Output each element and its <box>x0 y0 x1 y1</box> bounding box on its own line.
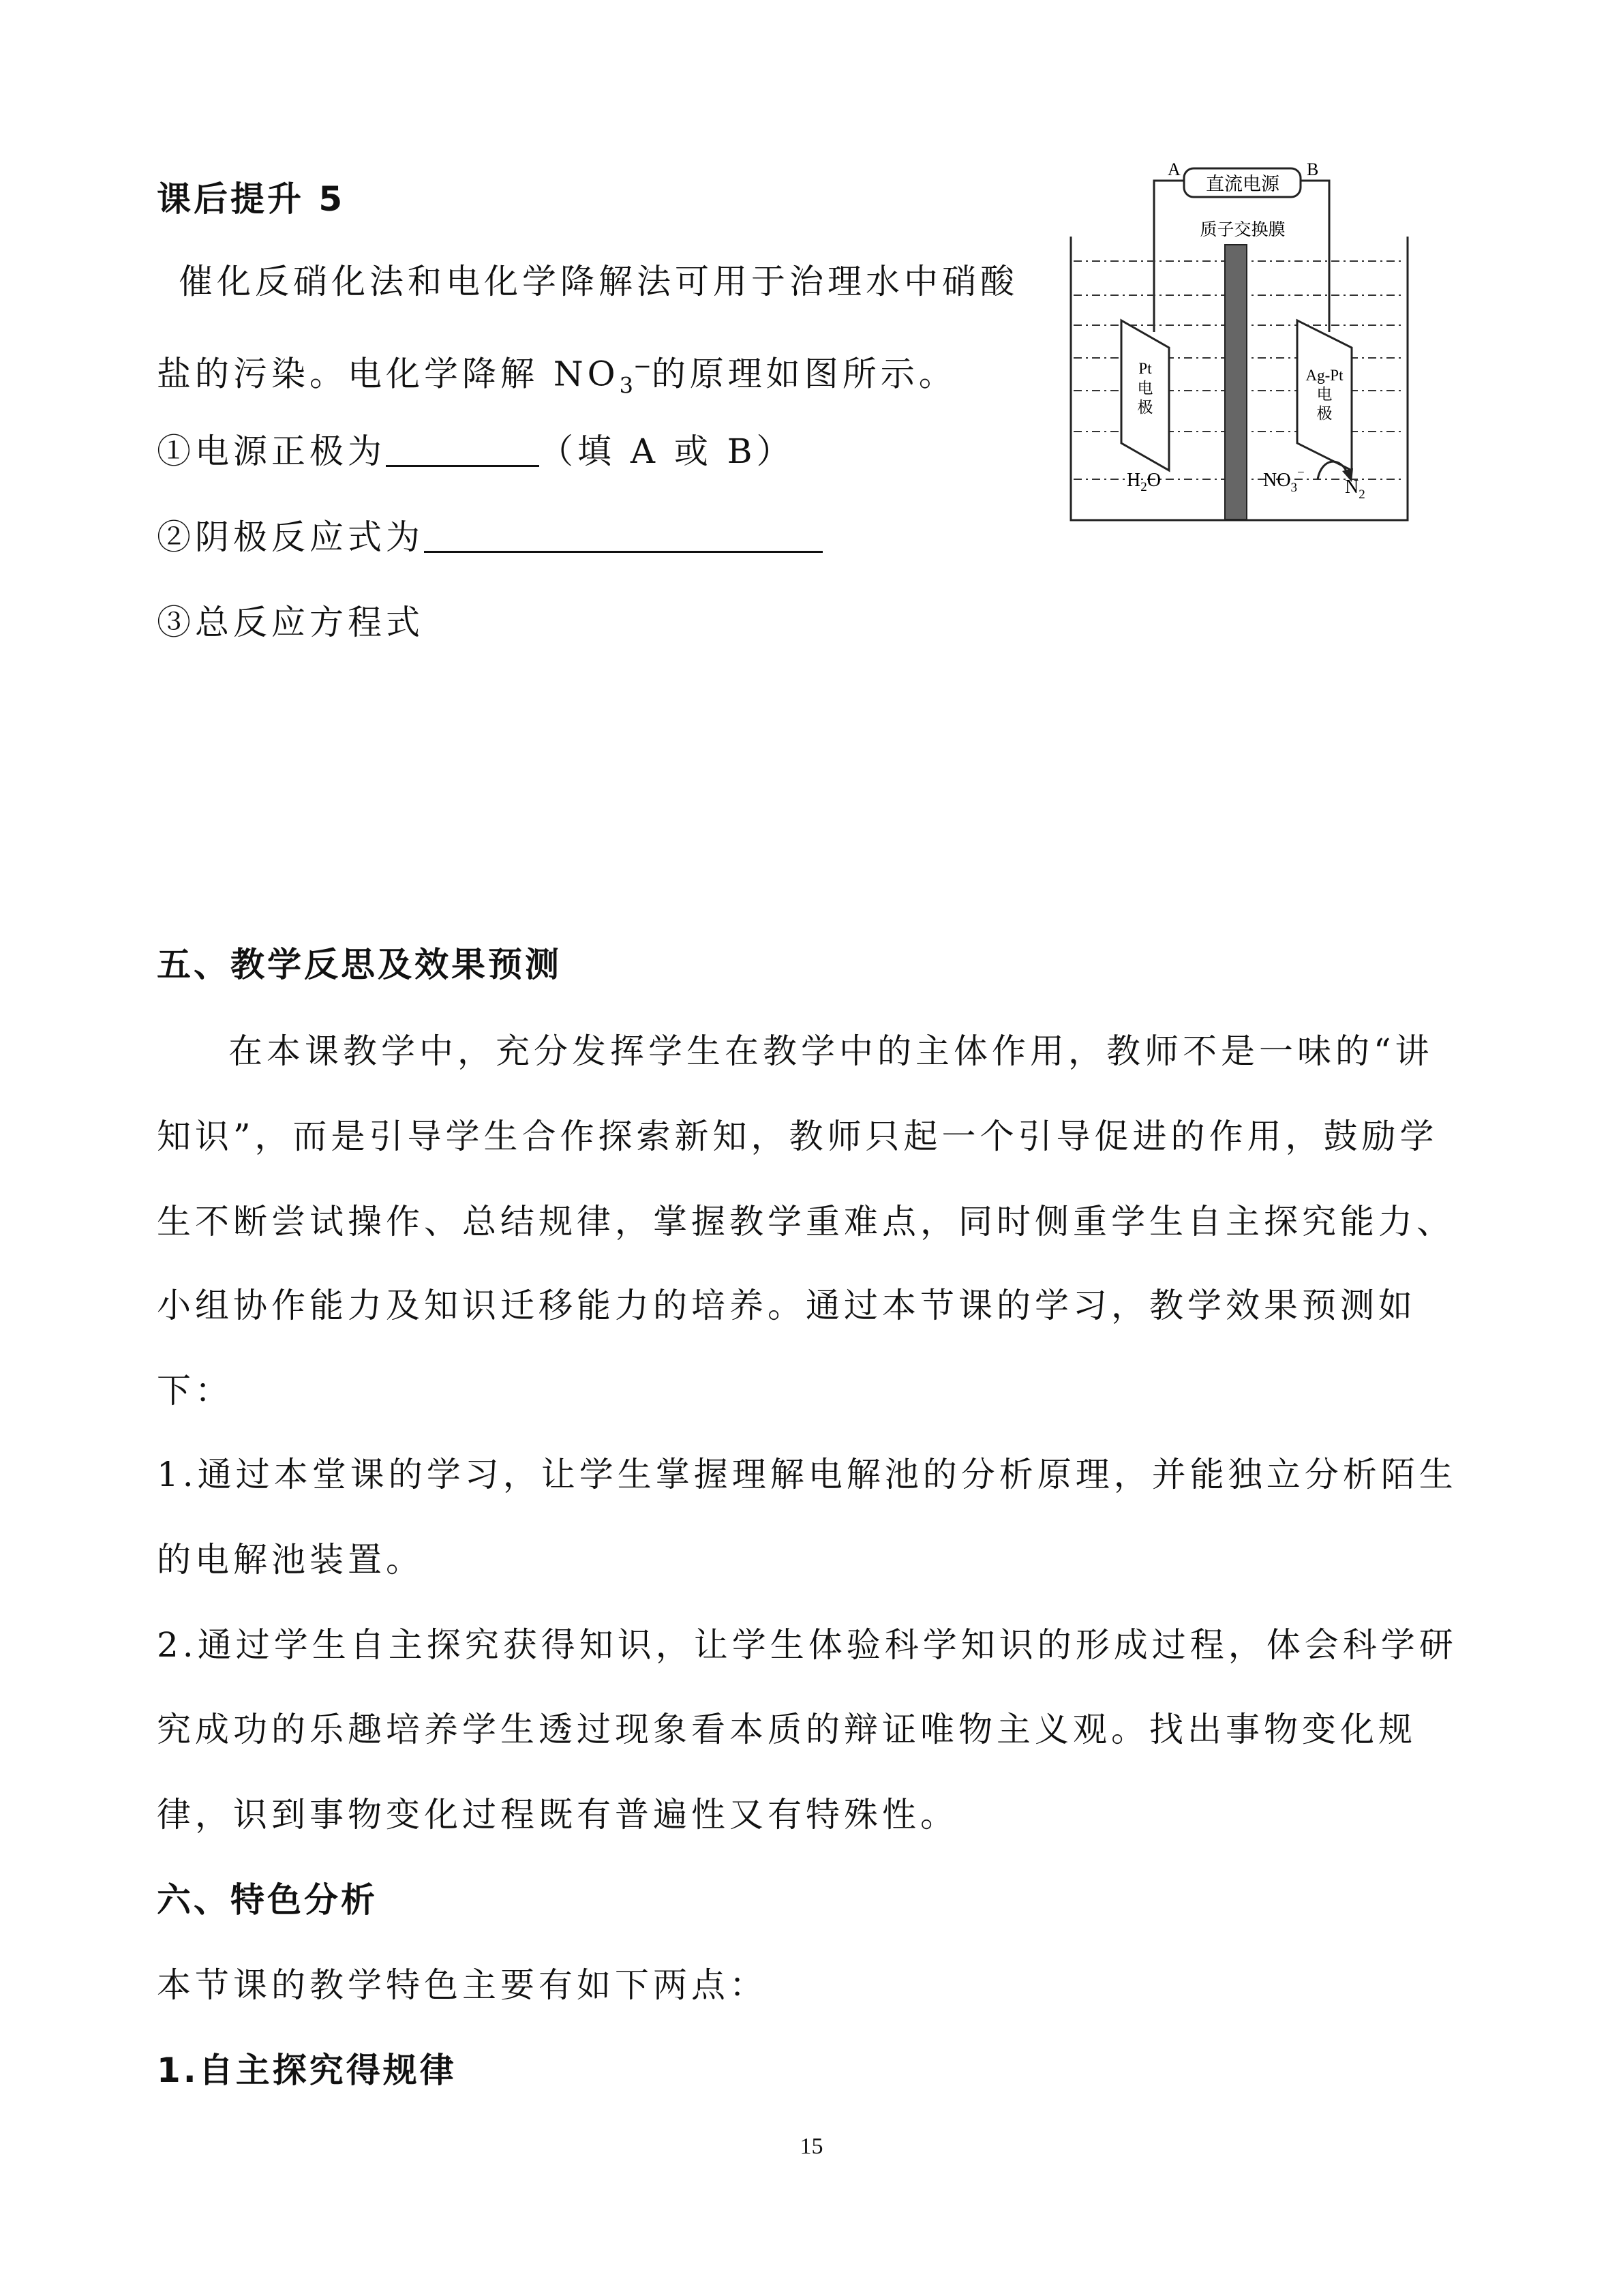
n2-label: $N_2$ <box>1345 477 1365 502</box>
question-1-hint: （填 A 或 B） <box>539 432 795 471</box>
page-number: 15 <box>800 2134 823 2159</box>
question-2-blank[interactable] <box>424 521 823 553</box>
reflection-line-5: 下： <box>157 1371 233 1410</box>
intro-text-after: 的原理如图所示。 <box>651 354 957 394</box>
feature-item-1: 1.自主探究得规律 <box>157 2051 457 2090</box>
no3-subscript: 3 <box>619 372 633 399</box>
power-supply-label: 直流电源 <box>1206 174 1279 194</box>
reflection-line-3: 生不断尝试操作、总结规律，掌握教学重难点，同时侧重学生自主探究能力、 <box>157 1202 1455 1241</box>
membrane-label: 质子交换膜 <box>1200 221 1286 239</box>
question-1-label: ①电源正极为 <box>157 432 386 471</box>
effect-item-2-line-1: 2.通过学生自主探究获得知识，让学生体验科学知识的形成过程，体会科学研 <box>157 1625 1457 1665</box>
reflection-line-1: 在本课教学中，充分发挥学生在教学中的主体作用，教师不是一味的“讲 <box>228 1031 1434 1071</box>
reflection-line-2: 知识”，而是引导学生合作探索新知，教师只起一个引导促进的作用，鼓励学 <box>157 1117 1438 1156</box>
pt-electrode-char-2: 极 <box>1137 399 1153 416</box>
reflection-line-4: 小组协作能力及知识迁移能力的培养。通过本节课的学习，教学效果预测如 <box>157 1286 1416 1325</box>
section-5-heading: 五、教学反思及效果预测 <box>157 945 562 984</box>
problem-heading: 课后提升 5 <box>157 179 346 219</box>
effect-item-1-line-2: 的电解池装置。 <box>157 1540 424 1580</box>
section-6-heading: 六、特色分析 <box>157 1880 378 1920</box>
question-2 <box>157 517 823 558</box>
effect-item-2-line-3: 律，识到事物变化过程既有普遍性又有特殊性。 <box>157 1795 958 1834</box>
ag-pt-electrode-label: Ag-Pt <box>1305 367 1344 384</box>
no3-label: $NO_3^-$ <box>1263 466 1305 495</box>
terminal-b-label: B <box>1307 160 1319 179</box>
terminal-a-label: A <box>1168 160 1181 179</box>
no3-superscript: − <box>633 353 652 379</box>
electrolysis-cell-diagram <box>1067 153 1418 525</box>
question-2-label: ②阴极反应式为 <box>157 517 424 557</box>
question-3: ③总反应方程式 <box>157 603 424 642</box>
problem-intro-line-2 <box>157 346 957 406</box>
ag-pt-electrode-char-2: 极 <box>1316 405 1333 422</box>
pt-electrode-char-1: 电 <box>1137 380 1153 397</box>
ag-pt-electrode-char-1: 电 <box>1316 386 1333 403</box>
pt-electrode-label: Pt <box>1138 360 1152 377</box>
problem-intro-line-1: 催化反硝化法和电化学降解法可用于治理水中硝酸 <box>179 262 1018 301</box>
features-intro: 本节课的教学特色主要有如下两点： <box>157 1965 768 2005</box>
proton-exchange-membrane <box>1225 245 1247 519</box>
question-1 <box>157 431 795 472</box>
question-1-blank[interactable] <box>386 435 539 467</box>
h2o-label: $H_2O$ <box>1127 470 1161 494</box>
effect-item-1-line-1: 1.通过本堂课的学习，让学生掌握理解电解池的分析原理，并能独立分析陌生 <box>157 1455 1457 1494</box>
effect-item-2-line-2: 究成功的乐趣培养学生透过现象看本质的辩证唯物主义观。找出事物变化规 <box>157 1710 1416 1749</box>
intro-text-before: 盐的污染。电化学降解 NO <box>157 354 620 394</box>
